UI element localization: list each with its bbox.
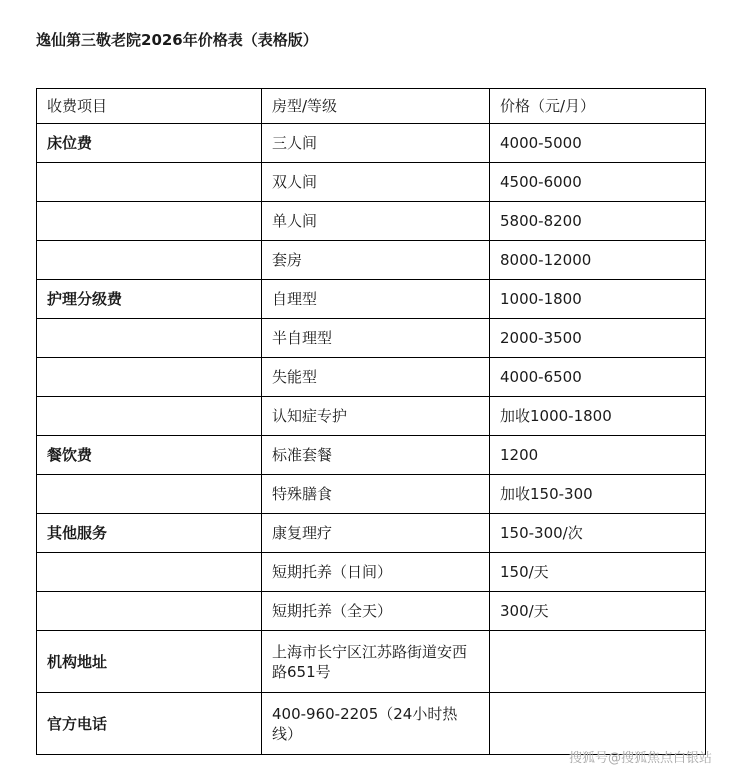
cell-price: 4000-5000 — [490, 124, 706, 163]
table-row — [37, 358, 706, 397]
cell-price: 1000-1800 — [490, 280, 706, 319]
cell-type: 单人间 — [262, 202, 490, 241]
table-row-address — [37, 631, 706, 693]
cell-type: 半自理型 — [262, 319, 490, 358]
page-title: 逸仙第三敬老院2026年价格表（表格版） — [36, 31, 318, 49]
cell-category: 餐饮费 — [37, 436, 262, 475]
cell-type: 短期托养（日间） — [262, 553, 490, 592]
cell-category — [37, 241, 262, 280]
table-row — [37, 280, 706, 319]
cell-category — [37, 202, 262, 241]
cell-category: 官方电话 — [37, 693, 262, 755]
cell-type: 认知症专护 — [262, 397, 490, 436]
cell-category — [37, 397, 262, 436]
cell-category: 其他服务 — [37, 514, 262, 553]
cell-price — [490, 631, 706, 693]
cell-category — [37, 358, 262, 397]
cell-price: 8000-12000 — [490, 241, 706, 280]
cell-price: 1200 — [490, 436, 706, 475]
table-header-row — [37, 89, 706, 124]
table-row — [37, 202, 706, 241]
cell-price: 5800-8200 — [490, 202, 706, 241]
cell-price: 4000-6500 — [490, 358, 706, 397]
cell-category: 机构地址 — [37, 631, 262, 693]
header-fee-item: 收费项目 — [37, 89, 262, 124]
cell-category — [37, 475, 262, 514]
cell-price: 加收150-300 — [490, 475, 706, 514]
cell-category — [37, 163, 262, 202]
table-row — [37, 592, 706, 631]
table-row — [37, 124, 706, 163]
table-row — [37, 436, 706, 475]
table-row — [37, 475, 706, 514]
cell-type: 康复理疗 — [262, 514, 490, 553]
cell-category — [37, 553, 262, 592]
table-row — [37, 241, 706, 280]
cell-type: 三人间 — [262, 124, 490, 163]
cell-phone: 400-960-2205（24小时热线） — [262, 693, 490, 755]
cell-price: 300/天 — [490, 592, 706, 631]
table-row-phone — [37, 693, 706, 755]
cell-price: 150-300/次 — [490, 514, 706, 553]
cell-type: 失能型 — [262, 358, 490, 397]
cell-type: 短期托养（全天） — [262, 592, 490, 631]
cell-category — [37, 592, 262, 631]
cell-address: 上海市长宁区江苏路街道安西路651号 — [262, 631, 490, 693]
watermark: 搜狐号@搜狐焦点白银站 — [568, 751, 712, 766]
cell-type: 标准套餐 — [262, 436, 490, 475]
cell-price: 4500-6000 — [490, 163, 706, 202]
cell-price — [490, 693, 706, 755]
price-table — [36, 88, 706, 755]
cell-category: 护理分级费 — [37, 280, 262, 319]
header-price: 价格（元/月） — [490, 89, 706, 124]
cell-type: 特殊膳食 — [262, 475, 490, 514]
cell-type: 双人间 — [262, 163, 490, 202]
table-row — [37, 553, 706, 592]
table-row — [37, 319, 706, 358]
header-room-type: 房型/等级 — [262, 89, 490, 124]
table-row — [37, 163, 706, 202]
cell-price: 加收1000-1800 — [490, 397, 706, 436]
cell-type: 套房 — [262, 241, 490, 280]
table-row — [37, 514, 706, 553]
cell-type: 自理型 — [262, 280, 490, 319]
cell-category — [37, 319, 262, 358]
cell-category: 床位费 — [37, 124, 262, 163]
table-row — [37, 397, 706, 436]
cell-price: 150/天 — [490, 553, 706, 592]
cell-price: 2000-3500 — [490, 319, 706, 358]
